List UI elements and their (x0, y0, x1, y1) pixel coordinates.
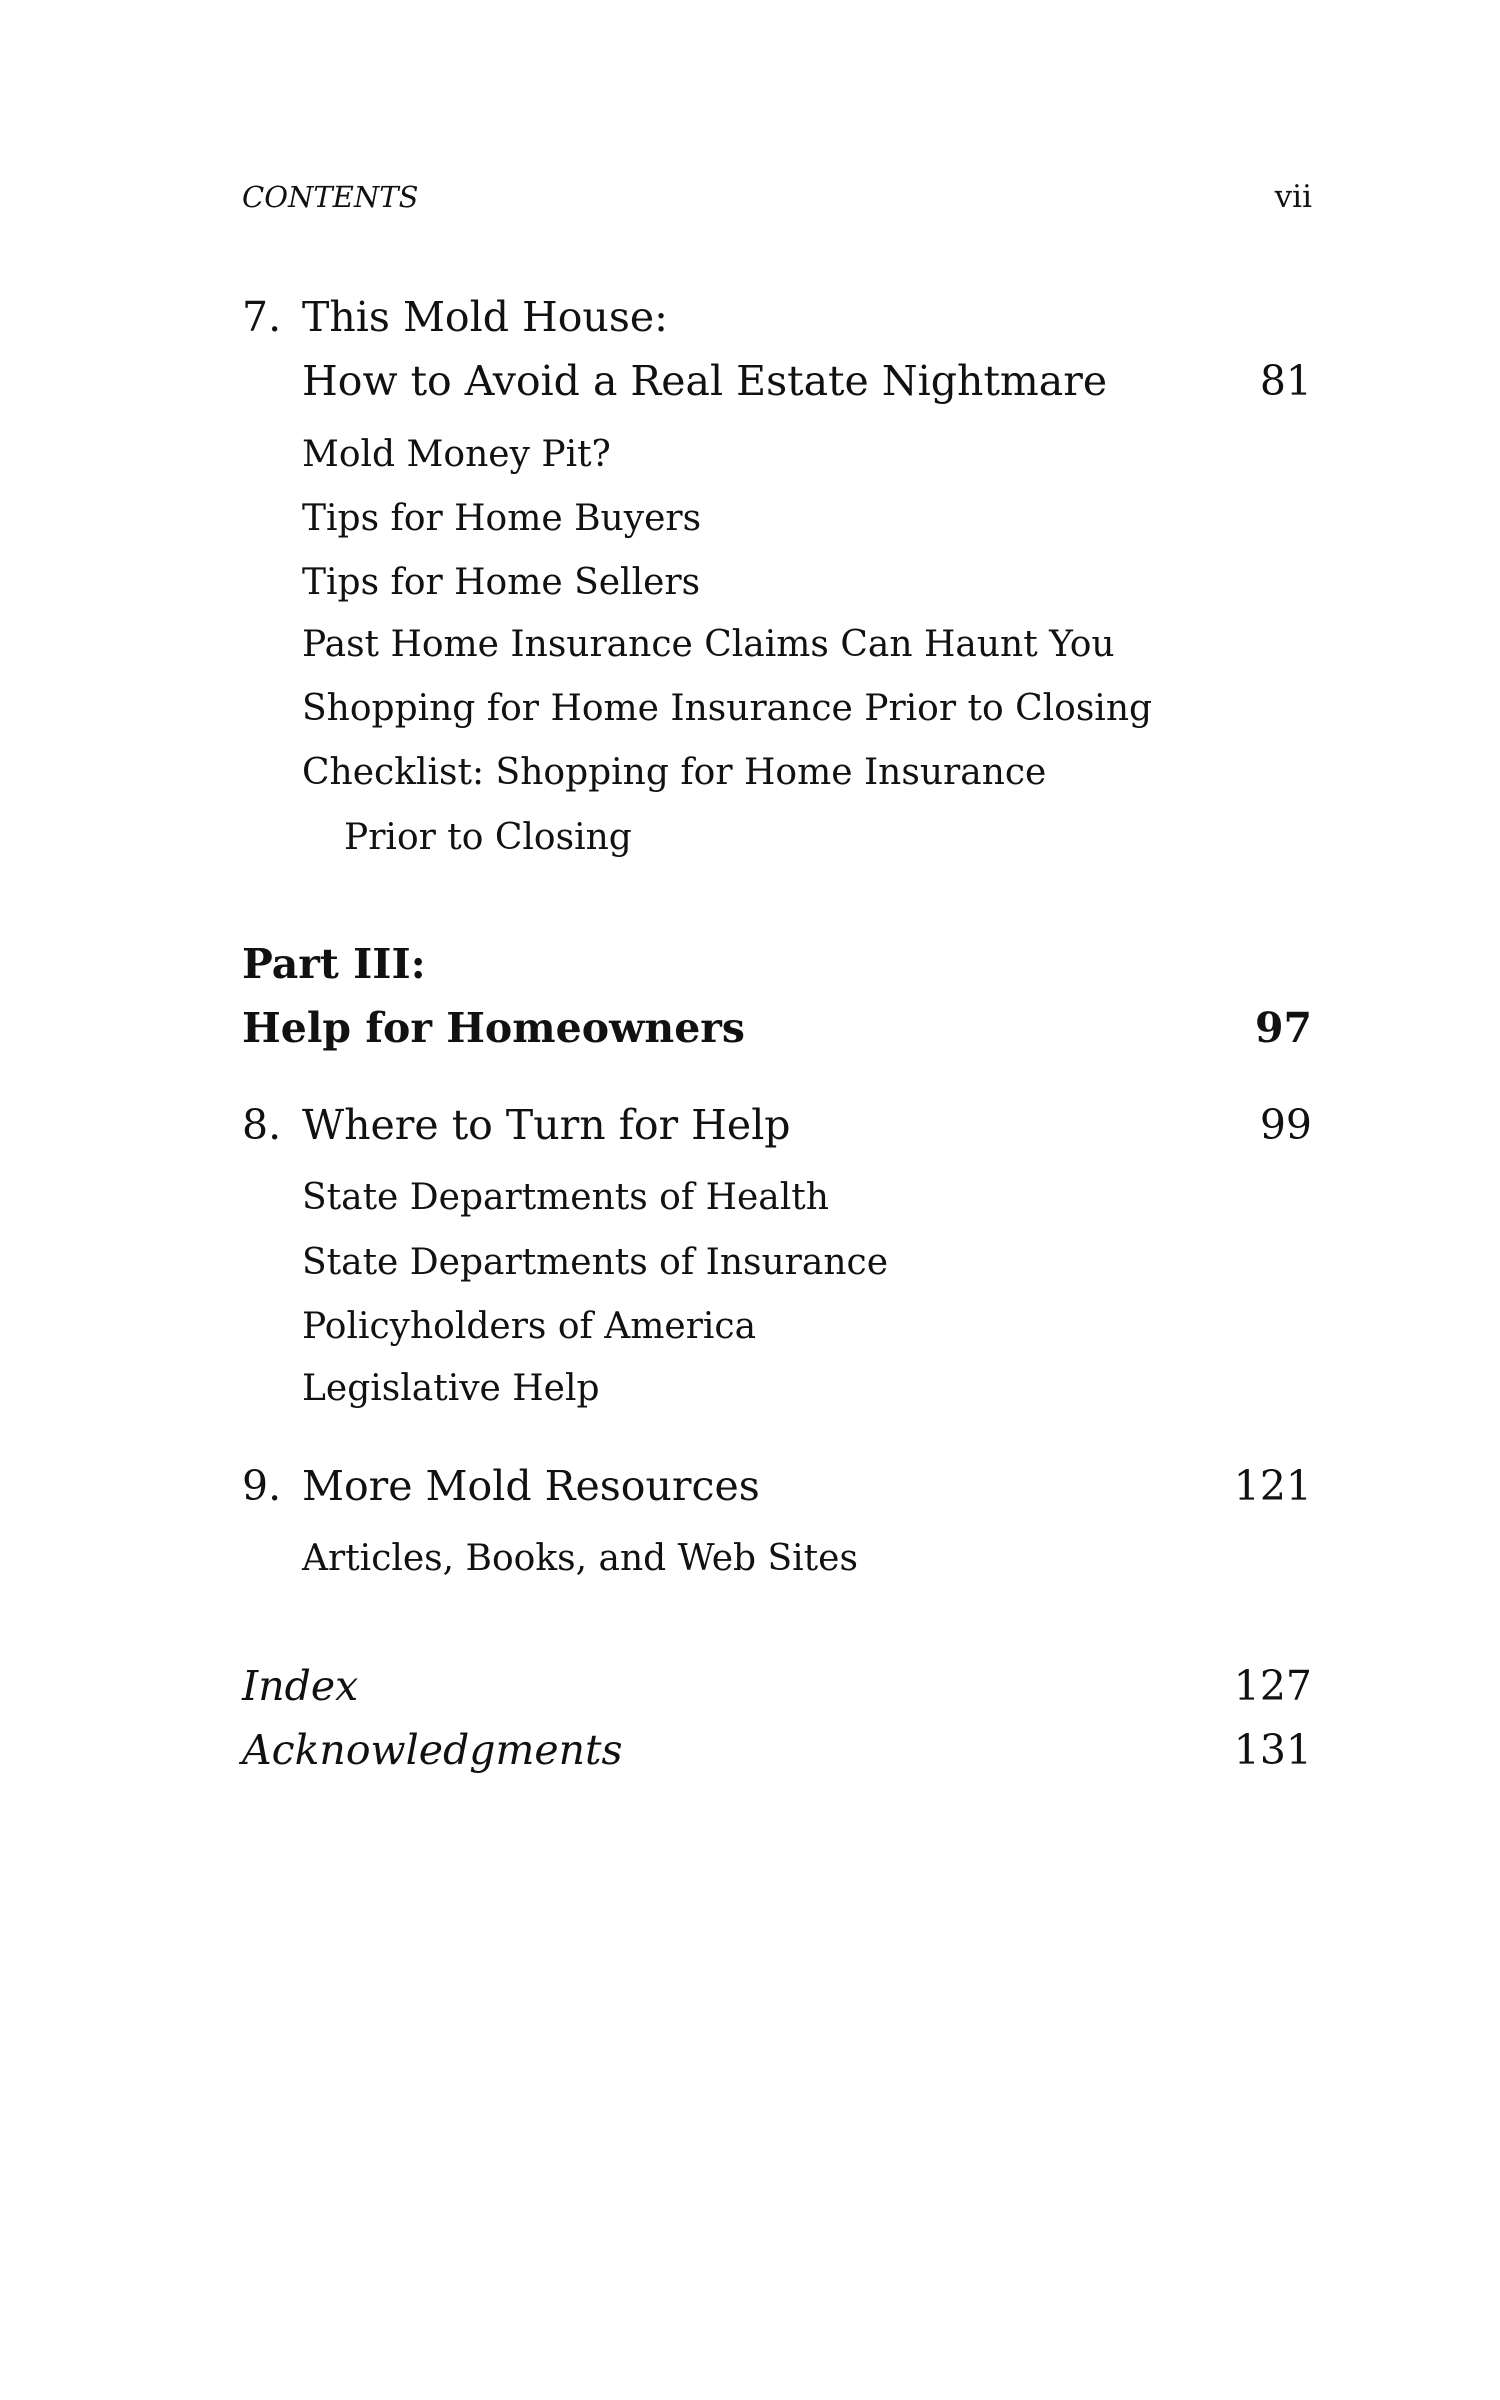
index-page: 127 (1233, 1662, 1312, 1710)
toc-subentry-cont: Prior to Closing (344, 817, 632, 858)
part-label: Part III: (242, 940, 426, 988)
chapter-number: 9. (242, 1462, 282, 1510)
toc-subentry: Shopping for Home Insurance Prior to Closing (302, 688, 1153, 729)
toc-subentry: State Departments of Health (302, 1177, 829, 1218)
toc-subentry: Checklist: Shopping for Home Insurance (302, 752, 1047, 793)
chapter-title-cont: How to Avoid a Real Estate Nightmare (302, 357, 1108, 405)
toc-subentry: Tips for Home Buyers (302, 498, 702, 539)
toc-subentry: Mold Money Pit? (302, 434, 611, 475)
running-title: CONTENTS (242, 180, 419, 214)
chapter-title: More Mold Resources (302, 1462, 760, 1510)
chapter-number: 7. (242, 293, 282, 341)
acknowledgments-page: 131 (1233, 1726, 1312, 1774)
toc-subentry: Tips for Home Sellers (302, 562, 701, 603)
part-title: Help for Homeowners (242, 1004, 745, 1052)
toc-subentry: Legislative Help (302, 1368, 600, 1409)
chapter-title: This Mold House: (302, 293, 668, 341)
chapter-page: 121 (1233, 1462, 1312, 1510)
chapter-number: 8. (242, 1101, 282, 1149)
toc-subentry: Articles, Books, and Web Sites (302, 1538, 858, 1579)
toc-subentry: Policyholders of America (302, 1306, 757, 1347)
chapter-page: 99 (1259, 1101, 1312, 1149)
chapter-title: Where to Turn for Help (302, 1101, 791, 1149)
index-entry: Index (242, 1662, 359, 1710)
acknowledgments-entry: Acknowledgments (242, 1726, 623, 1774)
toc-subentry: Past Home Insurance Claims Can Haunt You (302, 624, 1115, 665)
part-page: 97 (1254, 1004, 1312, 1052)
chapter-page: 81 (1259, 357, 1312, 405)
toc-subentry: State Departments of Insurance (302, 1242, 889, 1283)
page-number: vii (1274, 179, 1312, 215)
